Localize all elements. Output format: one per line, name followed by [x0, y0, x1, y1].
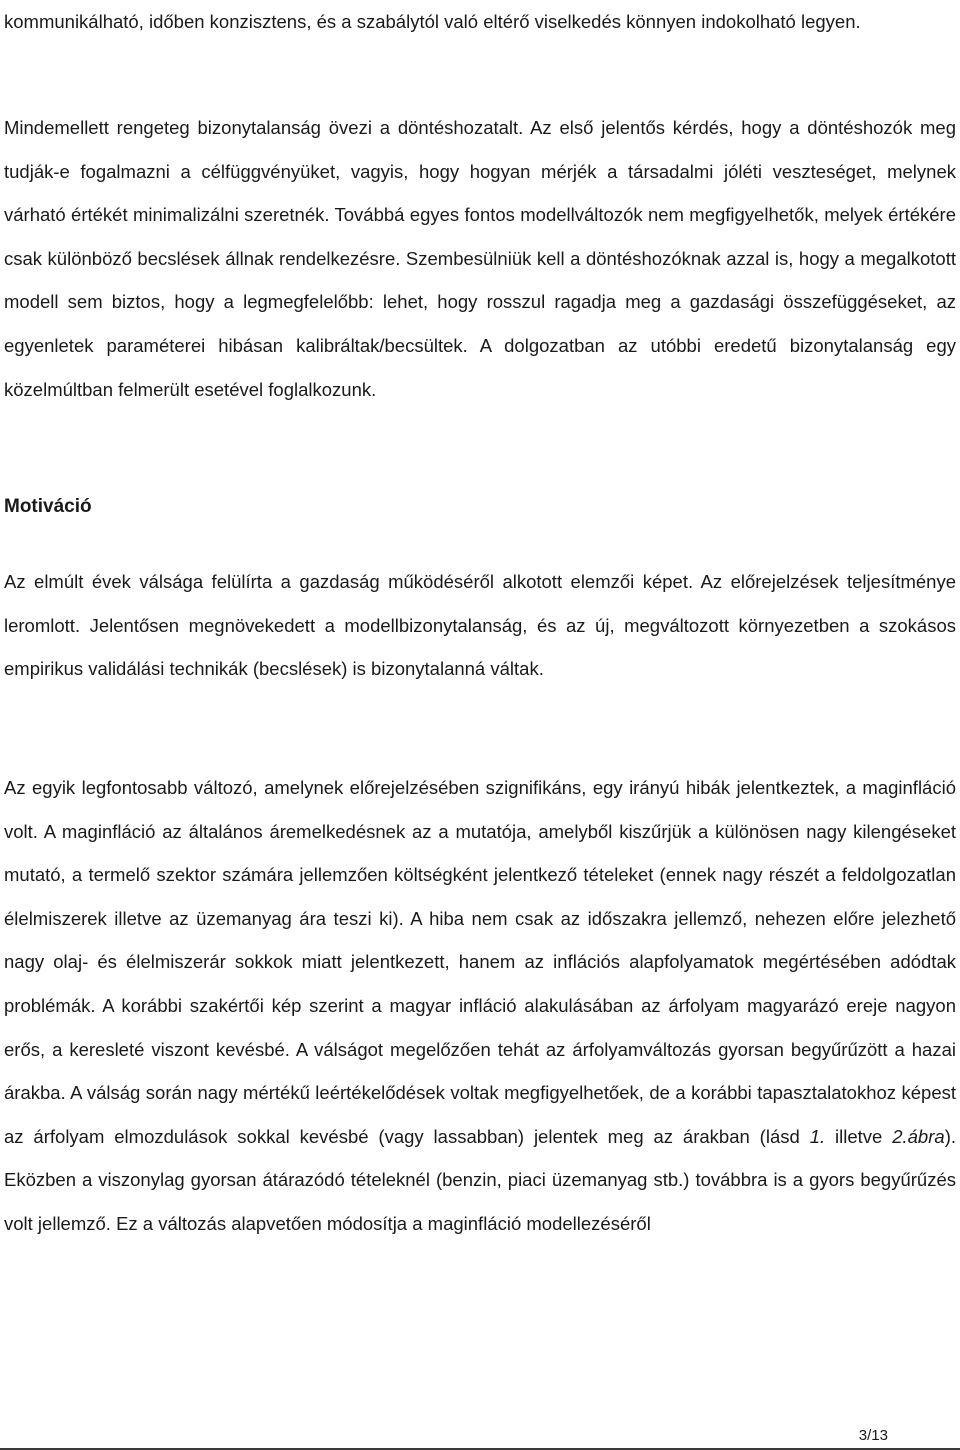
motivation-paragraph: Az elmúlt évek válsága felülírta a gazdaság működéséről alkotott elemzői képet. Az előrejelzések teljesítménye leromlott. Jelentősen megnövekedett a modellbizonytalanság, és az új, megváltozott környezetben a szokásos empirikus validálási technikák (becslések) is bizonytalanná váltak. [4, 571, 956, 680]
intro-paragraph: kommunikálható, időben konzisztens, és a szabálytól való eltérő viselkedés könnyen indokolható legyen. [4, 11, 861, 32]
uncertainty-paragraph: Mindemellett rengeteg bizonytalanság övezi a döntéshozatalt. Az első jelentős kérdés, hogy a döntéshozók meg tudják-e fogalmazni a célfüggvényüket, vagyis, hogy hogyan mérjék a társadalmi jóléti veszteséget, melynek várható értékét minimalizálni szeretnék. Továbbá egyes fontos modellváltozók nem megfigyelhetők, melyek értékére csak különböző becslések állnak rendelkezésre. Szembesülniük kell a döntéshozóknak azzal is, hogy a megalkotott modell sem biztos, hogy a legmegfelelőbb: lehet, hogy rosszul ragadja meg a gazdasági összefüggéseket, az egyenletek paraméterei hibásan kalibráltak/becsültek. A dolgozatban az utóbbi eredetű bizonytalanság egy közelmúltban felmerült esetével foglalkozunk. [4, 117, 956, 400]
section-heading: Motiváció [4, 496, 92, 517]
figure-reference-1: 1. [809, 1125, 826, 1147]
core-inflation-text-part1: Az egyik legfontosabb változó, amelynek előrejelzésében szignifikáns, egy irányú hibák jelentkeztek, a maginfláció volt. A maginfláció az általános áremelkedésnek az a mutatója, amelyből kiszűrjük a különösen nagy kilengéseket mutató, a termelő szektor számára jellemzően költségként jelentkező tételeket (ennek nagy részét a feldolgozatlan élelmiszerek illetve az üzemanyag ára teszi ki). A hiba nem csak az időszakra jellemző, nehezen előre jelezhető nagy olaj- és élelmiszerár sokkok miatt jelentkezett, hanem az inflációs alapfolyamatok megértésében adódtak problémák. A korábbi szakértői kép szerint a magyar infláció alakulásában az árfolyam magyarázó ereje nagyon erős, a keresleté viszont kevésbé. A válságot megelőzően tehát az árfolyamváltozás gyorsan begyűrűzött a hazai árakba. A válság során nagy mértékű leértékelődések voltak megfigyelhetőek, de a korábbi tapasztalatokhoz képest az árfolyam elmozdulások sokkal kevésbé (vagy lassabban) jelentek meg az árakban (lásd [4, 777, 956, 1147]
page-number: 3/13 [858, 1427, 888, 1444]
core-inflation-text-between: illetve [825, 1125, 893, 1147]
core-inflation-paragraph [4, 766, 956, 1246]
figure-reference-2: 2.ábra [892, 1125, 945, 1147]
core-inflation-text-part2: ). Eközben a viszonylag gyorsan átárazódó tételeknél (benzin, piaci üzemanyag stb.) továbbra is a gyors begyűrűzés volt jellemző. Ez a változás alapvetően módosítja a maginfláció modellezéséről [4, 1125, 956, 1234]
